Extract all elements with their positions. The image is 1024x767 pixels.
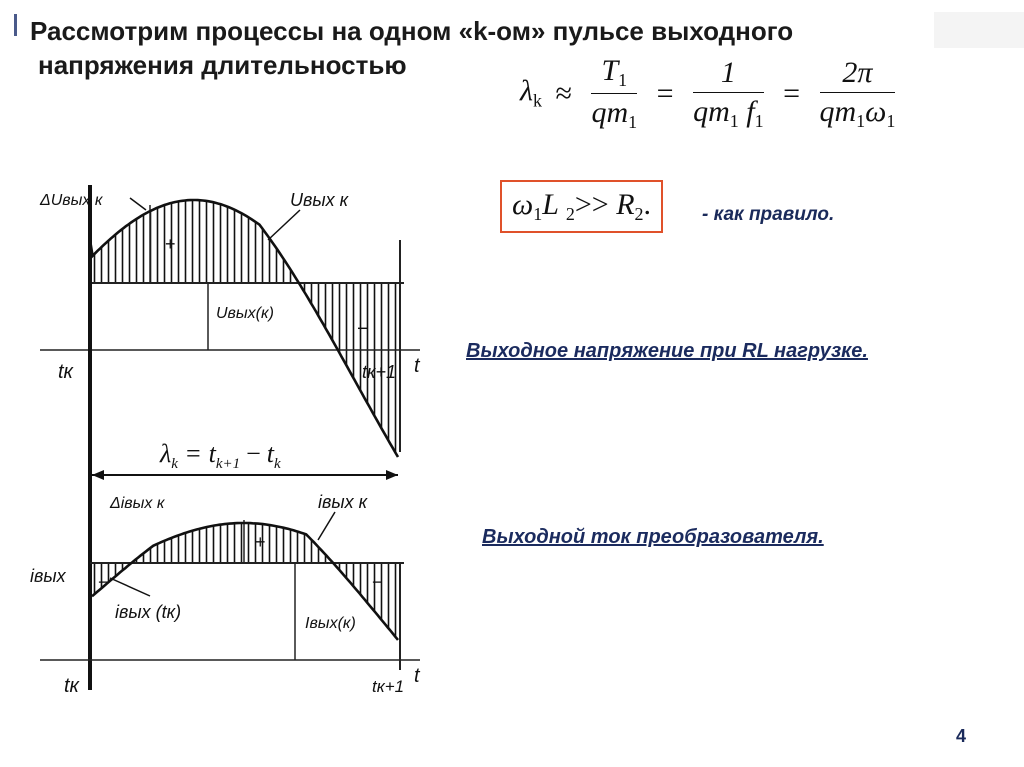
- current-plus-sign: +: [255, 532, 266, 552]
- resistance-sub: 2: [634, 204, 644, 224]
- frac1-den-sub: 1: [628, 112, 638, 132]
- delta-current-label: Δiвых к: [110, 495, 165, 512]
- voltage-curve-label: Uвых к: [290, 190, 349, 210]
- frac3-den-sub: 1: [856, 110, 866, 131]
- resistance-symbol: R: [616, 188, 635, 221]
- voltage-t-axis-label: t: [414, 355, 420, 377]
- current-tk-label: tк: [64, 675, 79, 697]
- voltage-tk1-label: tк+1: [362, 362, 397, 382]
- current-label-leader: [318, 512, 335, 540]
- span-lambda: λ: [160, 439, 172, 468]
- voltage-caption: Выходное напряжение при RL нагрузке.: [466, 340, 868, 362]
- span-arrow-right: [386, 470, 398, 480]
- span-t2-sub: k: [274, 456, 281, 472]
- current-tk1-label: tк+1: [372, 677, 405, 696]
- frac2-den-tail-sub: 1: [754, 110, 764, 131]
- span-t1-sub: k+1: [215, 456, 241, 472]
- frac2-den-tail: f: [746, 94, 755, 128]
- voltage-minus-sign: −: [357, 318, 369, 340]
- span-formula: [159, 439, 281, 472]
- frac1-den: qm: [591, 96, 629, 129]
- title-line-2: напряжения длительностью: [38, 50, 407, 80]
- current-caption: Выходной ток преобразователя.: [482, 526, 824, 548]
- lambda-sub: k: [533, 90, 542, 111]
- frac3-den-tail-sub: 1: [886, 110, 896, 131]
- delta-voltage-leader: [130, 198, 146, 210]
- current-t-axis-label: t: [414, 665, 420, 687]
- lambda-symbol: λ: [520, 74, 533, 108]
- frac3-den-tail: ω: [865, 94, 887, 128]
- frac1-num: T: [601, 54, 619, 87]
- delta-voltage-label: ΔUвых к: [40, 192, 103, 209]
- voltage-hatched-area: [90, 200, 398, 457]
- span-lambda-sub: k: [171, 456, 178, 472]
- current-minus-left: −: [98, 572, 109, 592]
- equals-sign-2: =: [783, 76, 800, 110]
- frac3-num: 2π: [842, 55, 873, 89]
- inductance-symbol: L: [542, 188, 559, 221]
- frac2-num: 1: [720, 55, 736, 89]
- much-greater-sign: >>: [574, 188, 609, 221]
- inductance-sub: 2: [565, 204, 575, 224]
- current-minus-right: −: [372, 572, 383, 592]
- voltage-tk-label: tк: [58, 361, 73, 383]
- voltage-hatch-region: [90, 200, 398, 457]
- frac1-num-sub: 1: [618, 70, 628, 90]
- page-number: 4: [955, 726, 966, 746]
- frac3-den: qm: [819, 94, 857, 128]
- current-curve-label: iвых к: [318, 492, 368, 512]
- span-minus: −: [246, 439, 261, 468]
- init-current-leader: [110, 578, 150, 596]
- span-equals: =: [185, 439, 201, 468]
- current-avg-label: Iвых(к): [305, 615, 356, 632]
- current-init-label: iвых (tк): [115, 602, 182, 622]
- current-y-label: iвых: [30, 566, 66, 586]
- span-t1: t: [208, 439, 216, 468]
- voltage-label-leader: [268, 210, 300, 240]
- frac2-den: qm: [693, 94, 730, 128]
- omega-sub: 1: [533, 204, 543, 224]
- voltage-plus-sign: +: [165, 234, 176, 254]
- period-mark: .: [643, 188, 652, 221]
- span-t2: t: [266, 439, 275, 468]
- span-arrow-left: [92, 470, 104, 480]
- approx-sign: ≈: [555, 76, 572, 110]
- equals-sign-1: =: [656, 76, 674, 110]
- voltage-avg-label: Uвых(к): [216, 305, 274, 322]
- frac2-den-sub: 1: [729, 110, 739, 131]
- condition-note: - как правило.: [702, 204, 835, 225]
- title-line-1: Рассмотрим процессы на одном «k-ом» пульсе выходного: [30, 16, 794, 46]
- omega-symbol: ω: [512, 188, 534, 221]
